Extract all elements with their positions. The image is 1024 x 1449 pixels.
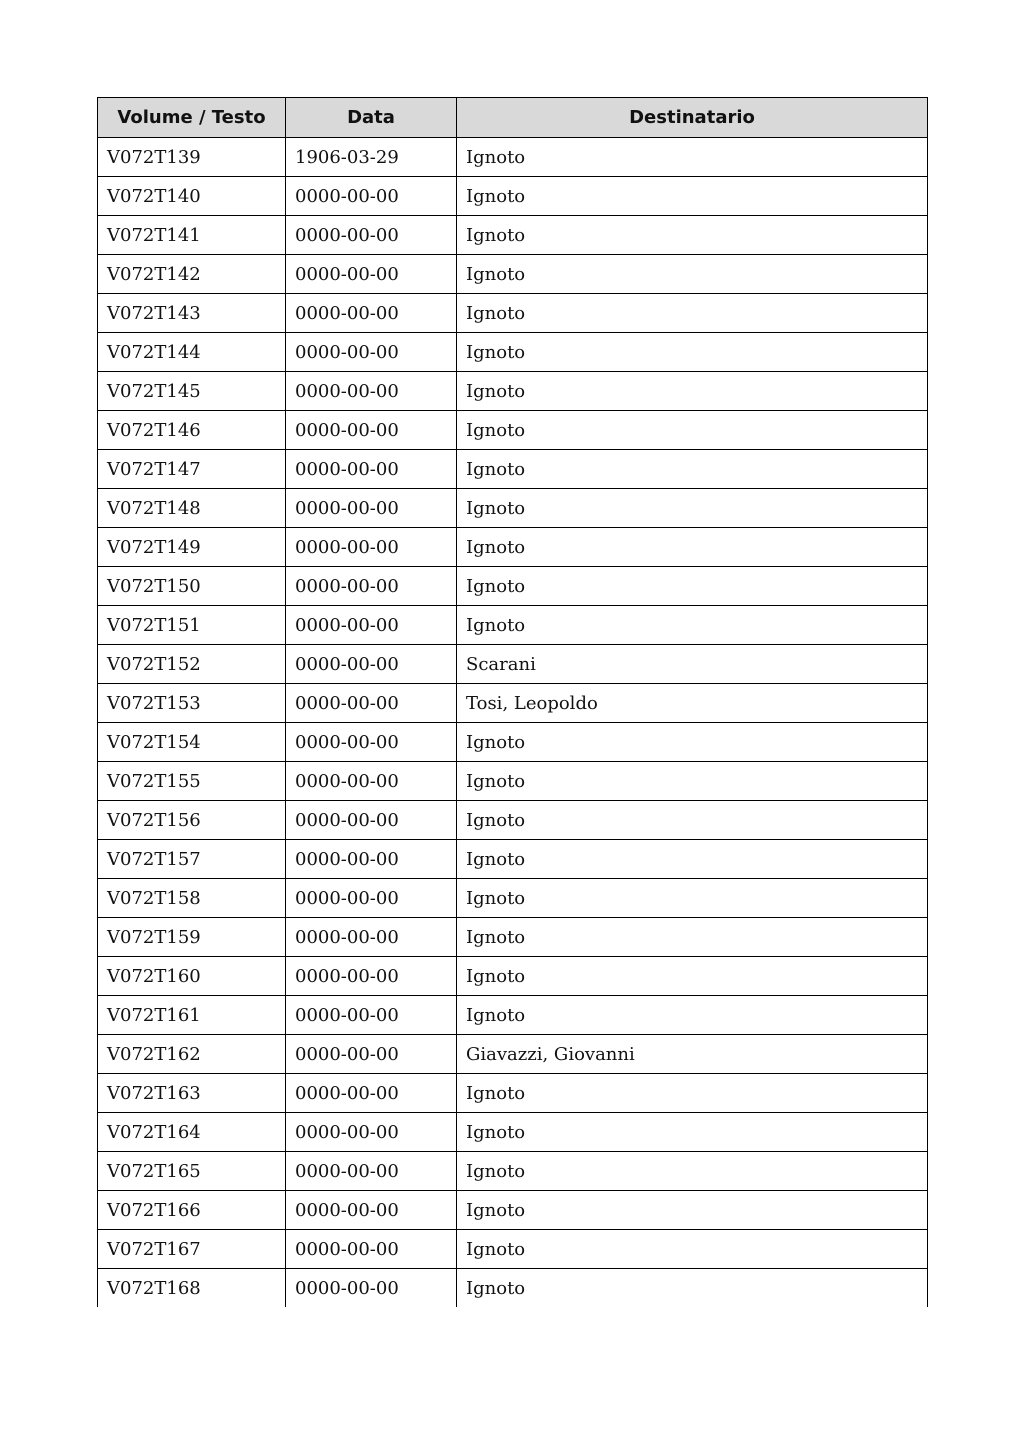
cell-data: 0000-00-00 [286, 801, 457, 840]
table-row [98, 645, 928, 684]
table-row [98, 1074, 928, 1113]
cell-data: 0000-00-00 [286, 996, 457, 1035]
cell-data: 0000-00-00 [286, 1074, 457, 1113]
cell-destinatario: Ignoto [457, 879, 928, 918]
cell-data: 0000-00-00 [286, 216, 457, 255]
cell-volume-testo: V072T141 [98, 216, 286, 255]
cell-volume-testo: V072T140 [98, 177, 286, 216]
cell-data: 0000-00-00 [286, 918, 457, 957]
table-header-row [98, 98, 928, 138]
cell-destinatario: Ignoto [457, 957, 928, 996]
table-body [98, 138, 928, 1308]
table-row [98, 1230, 928, 1269]
cell-destinatario: Ignoto [457, 255, 928, 294]
table-row [98, 255, 928, 294]
cell-volume-testo: V072T158 [98, 879, 286, 918]
cell-destinatario: Ignoto [457, 996, 928, 1035]
cell-destinatario: Ignoto [457, 840, 928, 879]
cell-volume-testo: V072T156 [98, 801, 286, 840]
table-row [98, 411, 928, 450]
cell-data: 0000-00-00 [286, 567, 457, 606]
cell-data: 0000-00-00 [286, 489, 457, 528]
cell-volume-testo: V072T145 [98, 372, 286, 411]
table-row [98, 879, 928, 918]
cell-destinatario: Ignoto [457, 411, 928, 450]
table-row [98, 801, 928, 840]
cell-data: 0000-00-00 [286, 645, 457, 684]
table-row [98, 840, 928, 879]
table-row [98, 138, 928, 177]
cell-data: 0000-00-00 [286, 294, 457, 333]
cell-volume-testo: V072T139 [98, 138, 286, 177]
table-row [98, 567, 928, 606]
cell-data: 0000-00-00 [286, 1035, 457, 1074]
cell-volume-testo: V072T167 [98, 1230, 286, 1269]
table-row [98, 723, 928, 762]
cell-data: 0000-00-00 [286, 333, 457, 372]
cell-destinatario: Tosi, Leopoldo [457, 684, 928, 723]
cell-volume-testo: V072T142 [98, 255, 286, 294]
table-row [98, 294, 928, 333]
cell-data: 0000-00-00 [286, 411, 457, 450]
cell-volume-testo: V072T162 [98, 1035, 286, 1074]
cell-data: 0000-00-00 [286, 1191, 457, 1230]
cell-data: 0000-00-00 [286, 723, 457, 762]
cell-data: 0000-00-00 [286, 1269, 457, 1308]
table-row [98, 450, 928, 489]
cell-data: 0000-00-00 [286, 1113, 457, 1152]
cell-destinatario: Ignoto [457, 918, 928, 957]
cell-volume-testo: V072T150 [98, 567, 286, 606]
cell-volume-testo: V072T148 [98, 489, 286, 528]
table-row [98, 996, 928, 1035]
table-row [98, 1191, 928, 1230]
cell-volume-testo: V072T152 [98, 645, 286, 684]
cell-data: 0000-00-00 [286, 957, 457, 996]
cell-destinatario: Ignoto [457, 1152, 928, 1191]
cell-destinatario: Ignoto [457, 1269, 928, 1308]
table-row [98, 216, 928, 255]
cell-destinatario: Ignoto [457, 1113, 928, 1152]
table-row [98, 684, 928, 723]
cell-volume-testo: V072T160 [98, 957, 286, 996]
cell-destinatario: Ignoto [457, 567, 928, 606]
cell-volume-testo: V072T144 [98, 333, 286, 372]
cell-data: 0000-00-00 [286, 762, 457, 801]
cell-volume-testo: V072T164 [98, 1113, 286, 1152]
document-page [97, 97, 927, 1307]
column-header-volume-testo: Volume / Testo [98, 98, 286, 138]
cell-data: 0000-00-00 [286, 177, 457, 216]
cell-volume-testo: V072T147 [98, 450, 286, 489]
cell-volume-testo: V072T166 [98, 1191, 286, 1230]
cell-destinatario: Scarani [457, 645, 928, 684]
cell-destinatario: Ignoto [457, 1191, 928, 1230]
cell-data: 0000-00-00 [286, 1152, 457, 1191]
table-row [98, 957, 928, 996]
cell-destinatario: Ignoto [457, 216, 928, 255]
cell-data: 0000-00-00 [286, 840, 457, 879]
table-row [98, 606, 928, 645]
cell-destinatario: Ignoto [457, 333, 928, 372]
cell-destinatario: Ignoto [457, 372, 928, 411]
table-row [98, 177, 928, 216]
cell-volume-testo: V072T143 [98, 294, 286, 333]
cell-data: 0000-00-00 [286, 528, 457, 567]
cell-data: 0000-00-00 [286, 450, 457, 489]
table-row [98, 489, 928, 528]
cell-data: 0000-00-00 [286, 684, 457, 723]
table-row [98, 1269, 928, 1308]
cell-destinatario: Ignoto [457, 801, 928, 840]
cell-destinatario: Ignoto [457, 723, 928, 762]
table-row [98, 528, 928, 567]
cell-volume-testo: V072T154 [98, 723, 286, 762]
cell-volume-testo: V072T168 [98, 1269, 286, 1308]
table-row [98, 333, 928, 372]
cell-volume-testo: V072T155 [98, 762, 286, 801]
cell-destinatario: Ignoto [457, 606, 928, 645]
column-header-data: Data [286, 98, 457, 138]
cell-destinatario: Ignoto [457, 762, 928, 801]
cell-data: 0000-00-00 [286, 879, 457, 918]
cell-destinatario: Ignoto [457, 489, 928, 528]
cell-destinatario: Ignoto [457, 1074, 928, 1113]
cell-destinatario: Ignoto [457, 528, 928, 567]
cell-data: 0000-00-00 [286, 255, 457, 294]
cell-volume-testo: V072T161 [98, 996, 286, 1035]
cell-destinatario: Ignoto [457, 138, 928, 177]
cell-destinatario: Ignoto [457, 294, 928, 333]
table-row [98, 1152, 928, 1191]
cell-volume-testo: V072T153 [98, 684, 286, 723]
column-header-destinatario: Destinatario [457, 98, 928, 138]
cell-volume-testo: V072T146 [98, 411, 286, 450]
table-row [98, 918, 928, 957]
cell-volume-testo: V072T165 [98, 1152, 286, 1191]
cell-volume-testo: V072T157 [98, 840, 286, 879]
cell-destinatario: Giavazzi, Giovanni [457, 1035, 928, 1074]
cell-data: 0000-00-00 [286, 1230, 457, 1269]
cell-data: 1906-03-29 [286, 138, 457, 177]
cell-destinatario: Ignoto [457, 450, 928, 489]
cell-data: 0000-00-00 [286, 372, 457, 411]
cell-volume-testo: V072T163 [98, 1074, 286, 1113]
cell-destinatario: Ignoto [457, 1230, 928, 1269]
records-table [97, 97, 928, 1307]
table-row [98, 1113, 928, 1152]
cell-destinatario: Ignoto [457, 177, 928, 216]
cell-volume-testo: V072T151 [98, 606, 286, 645]
cell-volume-testo: V072T149 [98, 528, 286, 567]
cell-data: 0000-00-00 [286, 606, 457, 645]
table-row [98, 1035, 928, 1074]
cell-volume-testo: V072T159 [98, 918, 286, 957]
table-row [98, 762, 928, 801]
table-row [98, 372, 928, 411]
